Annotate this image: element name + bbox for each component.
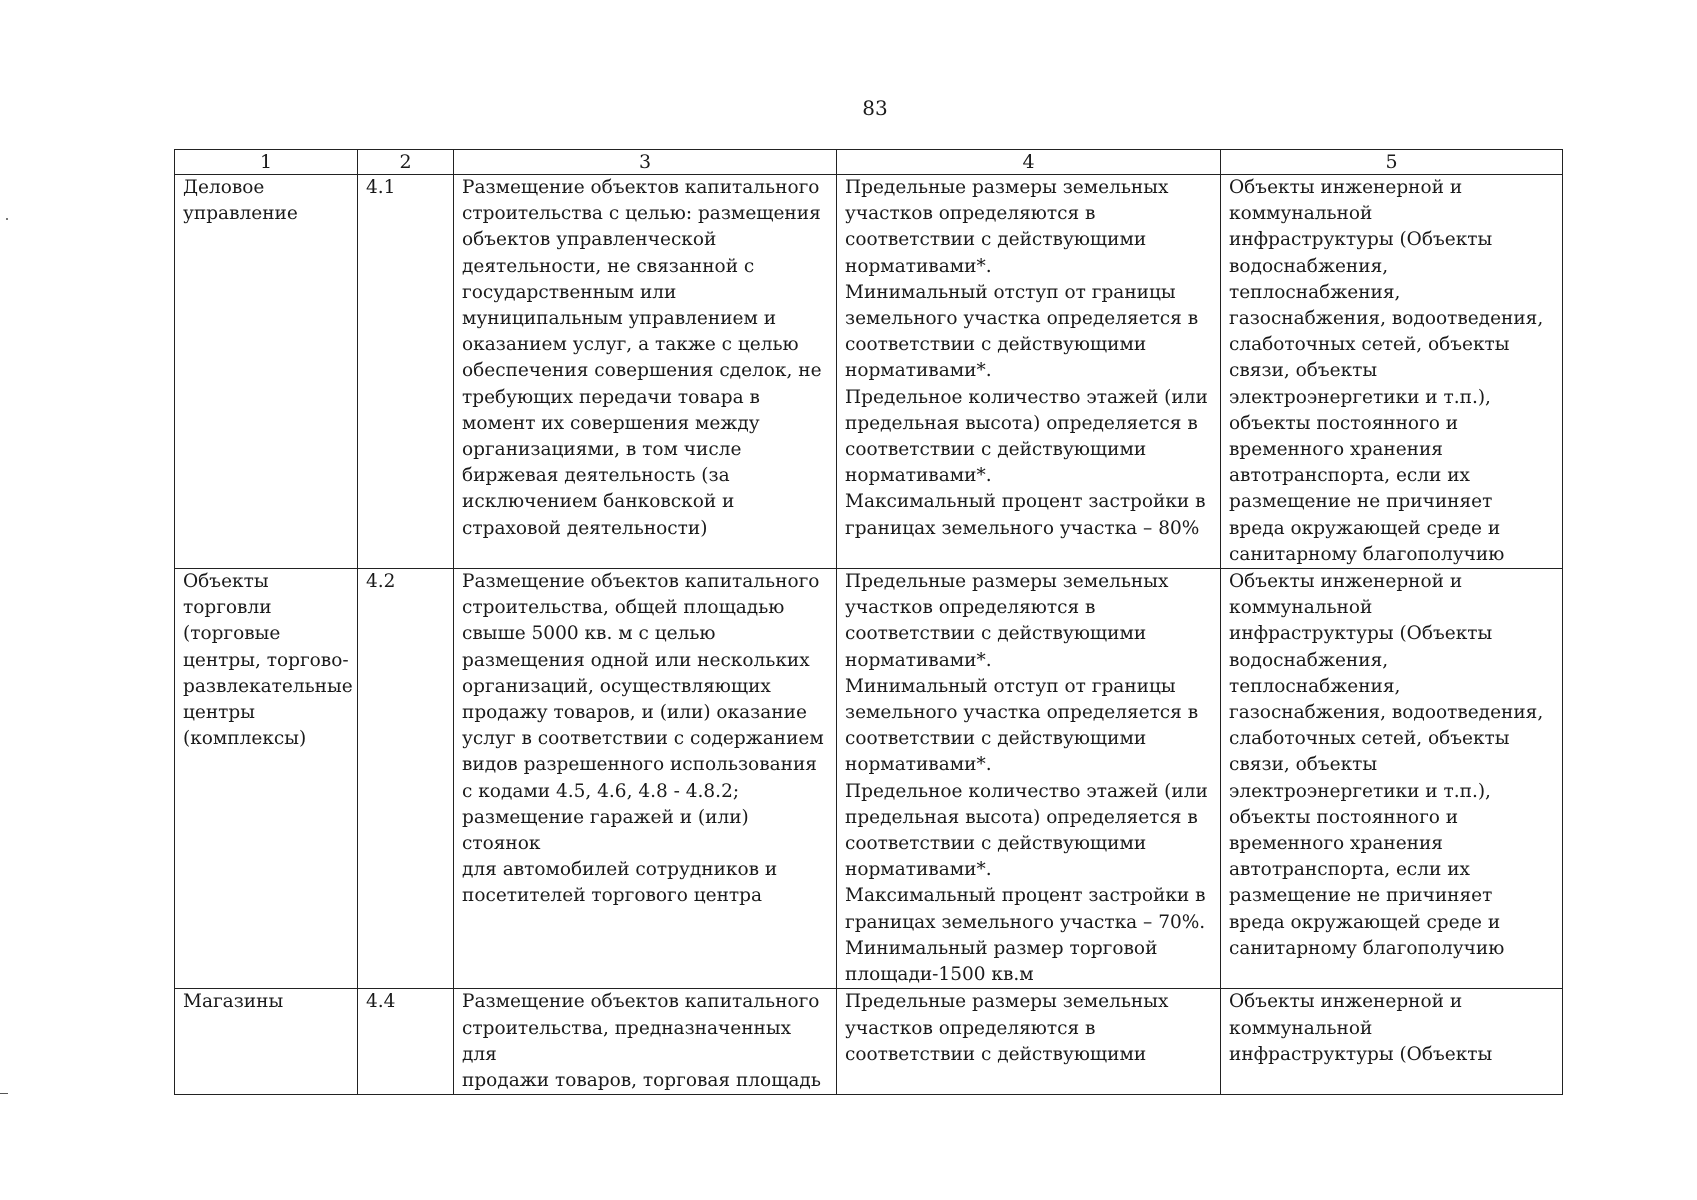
land-use-table	[174, 149, 1563, 1095]
description-cell: Размещение объектов капитального строительства, предназначенных для продажи товаров, торговая площадь	[454, 989, 837, 1095]
auxiliary-uses-cell: Объекты инженерной и коммунальной инфраструктуры (Объекты водоснабжения, теплоснабжения, газоснабжения, водоотведения, слаботочных сетей, объекты связи, объекты электроэнергетики и т.п.), объекты постоянного и временного хранения автотранспорта, если их размещение не причиняет вреда окружающей среде и санитарному благополучию	[1221, 175, 1563, 569]
scan-artifact-mark	[0, 1093, 8, 1094]
use-name-cell: Деловое управление	[175, 175, 358, 569]
column-header-3: 3	[454, 150, 837, 175]
use-code-cell: 4.4	[358, 989, 454, 1095]
use-name-cell: Объекты торговли (торговые центры, торгово- развлекательные центры (комплексы)	[175, 569, 358, 989]
use-code-cell: 4.2	[358, 569, 454, 989]
page-number: 83	[862, 96, 888, 120]
parameters-cell: Предельные размеры земельных участков определяются в соответствии с действующими нормативами*. Минимальный отступ от границы земельного участка определяется в соответствии с действующими нормативами*. Предельное количество этажей (или предельная высота) определяется в соответствии с действующими нормативами*. Максимальный процент застройки в границах земельного участка – 80%	[837, 175, 1221, 569]
parameters-cell: Предельные размеры земельных участков определяются в соответствии с действующими нормативами*. Минимальный отступ от границы земельного участка определяется в соответствии с действующими нормативами*. Предельное количество этажей (или предельная высота) определяется в соответствии с действующими нормативами*. Максимальный процент застройки в границах земельного участка – 70%. Минимальный размер торговой площади-1500 кв.м	[837, 569, 1221, 989]
column-header-5: 5	[1221, 150, 1563, 175]
column-header-4: 4	[837, 150, 1221, 175]
description-cell: Размещение объектов капитального строительства, общей площадью свыше 5000 кв. м с целью размещения одной или нескольких организаций, осуществляющих продажу товаров, и (или) оказание услуг в соответствии с содержанием видов разрешенного использования с кодами 4.5, 4.6, 4.8 - 4.8.2; размещение гаражей и (или) стоянок для автомобилей сотрудников и посетителей торгового центра	[454, 569, 837, 989]
scan-artifact-dot	[6, 218, 8, 220]
use-code-cell: 4.1	[358, 175, 454, 569]
auxiliary-uses-cell: Объекты инженерной и коммунальной инфраструктуры (Объекты	[1221, 989, 1563, 1095]
column-header-1: 1	[175, 150, 358, 175]
description-cell: Размещение объектов капитального строительства с целью: размещения объектов управленческой деятельности, не связанной с государственным или муниципальным управлением и оказанием услуг, а также с целью обеспечения совершения сделок, не требующих передачи товара в момент их совершения между организациями, в том числе биржевая деятельность (за исключением банковской и страховой деятельности)	[454, 175, 837, 569]
use-name-cell: Магазины	[175, 989, 358, 1095]
header-row	[175, 150, 1563, 175]
table-row	[175, 989, 1563, 1095]
parameters-cell: Предельные размеры земельных участков определяются в соответствии с действующими	[837, 989, 1221, 1095]
table-row	[175, 569, 1563, 989]
auxiliary-uses-cell: Объекты инженерной и коммунальной инфраструктуры (Объекты водоснабжения, теплоснабжения, газоснабжения, водоотведения, слаботочных сетей, объекты связи, объекты электроэнергетики и т.п.), объекты постоянного и временного хранения автотранспорта, если их размещение не причиняет вреда окружающей среде и санитарному благополучию	[1221, 569, 1563, 989]
table-row	[175, 175, 1563, 569]
column-header-2: 2	[358, 150, 454, 175]
